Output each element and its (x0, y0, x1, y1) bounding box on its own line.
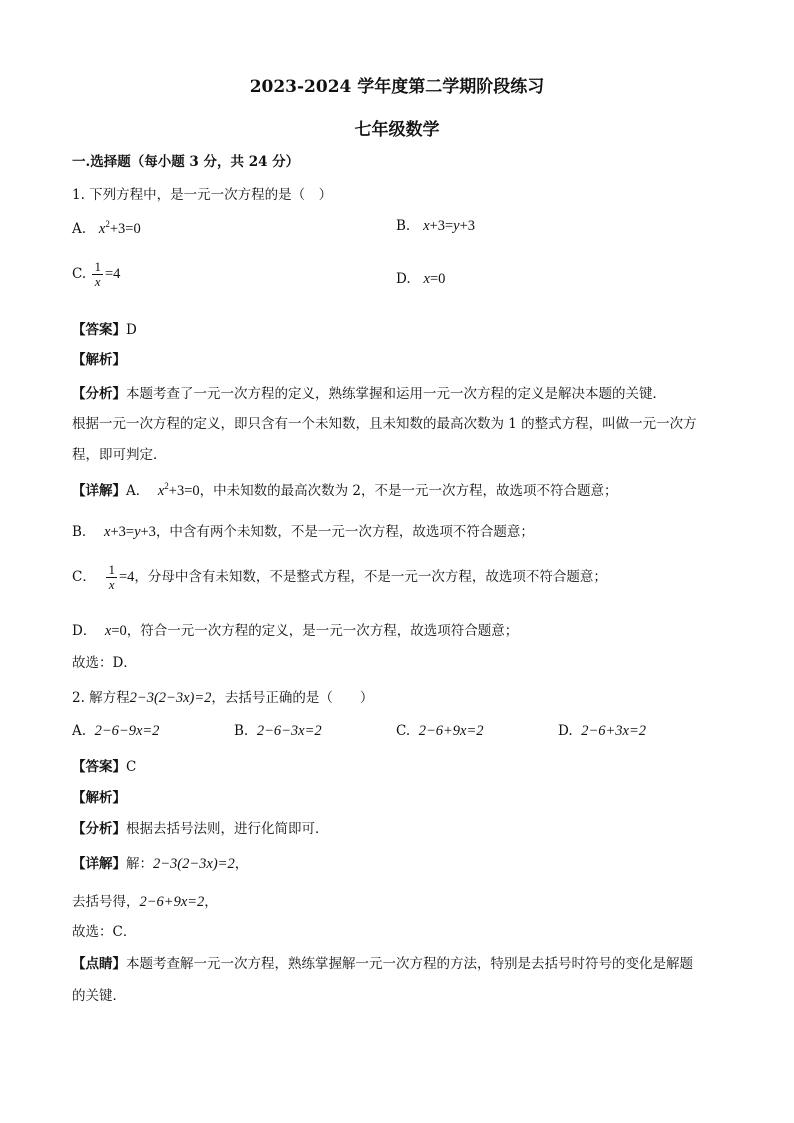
q1-option-b: B. x+3=y+3 (396, 218, 476, 234)
q2-dianjing-line1: 【点睛】本题考查解一元一次方程，熟练掌握解一元一次方程的方法，特别是去括号时符号的变化是解题 (72, 956, 693, 972)
q1-basis-line1: 根据一元一次方程的定义，即只含有一个未知数，且未知数的最高次数为 1 的整式方程，叫做一元一次方 (72, 416, 697, 432)
q1-answer: 【答案】D (72, 322, 137, 338)
q2-option-c: C. 2−6+9x=2 (396, 723, 484, 739)
q1-option-c: C. $\frac{1}{x}$ =4 (72, 259, 121, 290)
q2-choose: 故选：C． (72, 924, 137, 940)
q1-stem: 1. 下列方程中，是一元一次方程的是（ ） (72, 187, 333, 203)
page-subtitle: 七年级数学 (354, 120, 440, 140)
q2-answer: 【答案】C (72, 759, 137, 775)
q2-analysis-label: 【解析】 (72, 790, 126, 806)
q2-option-a: A. 2−6−9x=2 (72, 723, 160, 739)
q1-detail-a: 【详解】A． $x^2+3=0$，中未知数的最高次数为 2，不是一元一次方程，故选项不符合题意； (72, 481, 618, 499)
q1-analysis-label: 【解析】 (72, 352, 126, 368)
q2-option-d: D. 2−6+3x=2 (558, 723, 647, 739)
section-heading: 一.选择题（每小题 3 分，共 24 分） (72, 154, 300, 170)
q1-detail-b: B． x+3=y+3，中含有两个未知数，不是一元一次方程，故选项不符合题意； (72, 524, 534, 540)
q1-option-a: A. $x^2+3=0$ (72, 219, 141, 237)
q1-detail-d: D． x=0，符合一元一次方程的定义，是一元一次方程，故选项符合题意； (72, 623, 519, 639)
q1-fenxi: 【分析】本题考查了一元一次方程的定义，熟练掌握和运用一元一次方程的定义是解决本题的关键． (72, 386, 666, 402)
q1-option-d: D. x=0 (396, 271, 446, 287)
q1-detail-c: C． $\frac{1}{x}$ =4，分母中含有未知数，不是整式方程，不是一元一次方程，故选项不符合题意； (72, 562, 607, 593)
q1-choose: 故选：D． (72, 655, 137, 671)
q2-stem: 2. 解方程2−3(2−3x)=2，去括号正确的是（ ） (72, 690, 374, 706)
q2-step: 去括号得，2−6+9x=2， (72, 894, 218, 910)
q2-fenxi: 【分析】根据去括号法则，进行化简即可． (72, 821, 329, 837)
q2-dianjing-line2: 的关键． (72, 988, 126, 1004)
q2-option-b: B. 2−6−3x=2 (234, 723, 322, 739)
q1-basis-line2: 程，即可判定． (72, 447, 167, 463)
page-title: 2023-2024 学年度第二学期阶段练习 (249, 77, 545, 97)
q2-detail: 【详解】解：2−3(2−3x)=2， (72, 856, 249, 872)
